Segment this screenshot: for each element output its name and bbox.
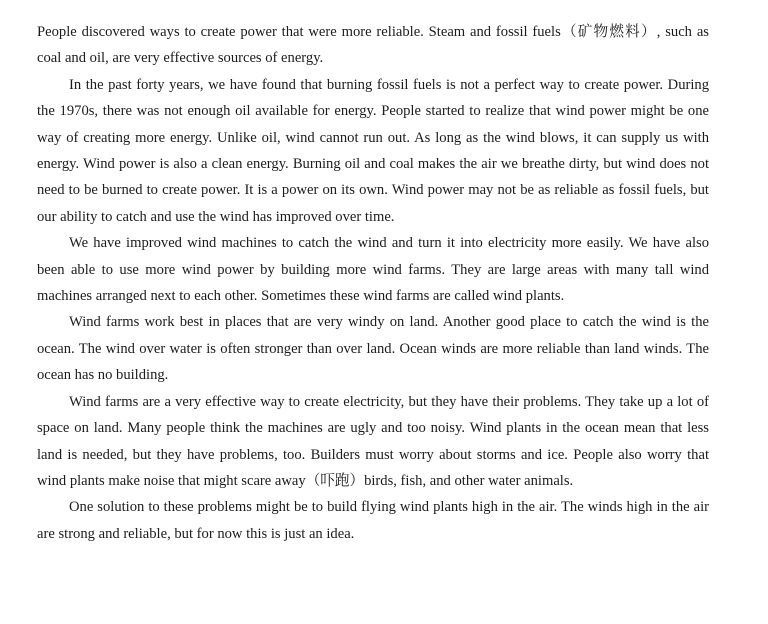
paragraph-2: In the past forty years, we have found that burning fossil fuels is not a perfect way to create power. During the 1970s, there was not enough oil available for energy. People started to realize that wind power might be one way of creating more energy. Unlike oil, wind cannot run out. As long as the wind blows, it can supply us with energy. Wind power is also a clean energy. Burning oil and coal makes the air we breathe dirty, but wind does not need to be burned to create power. It is a power on its own. Wind power may not be as reliable as fossil fuels, but our ability to catch and use the wind has improved over time.	[37, 76, 709, 225]
paragraph-3: We have improved wind machines to catch the wind and turn it into electricity more easily. We have also been able to use more wind power by building more wind farms. They are large areas with many tall wind machines arranged next to each other. Sometimes these wind farms are called wind plants.	[37, 235, 709, 305]
paragraph-1: People discovered ways to create power that were more reliable. Steam and fossil fuels（矿物燃料）, such as coal and oil, are very effective sources of energy.	[37, 24, 709, 67]
paragraph-5: Wind farms are a very effective way to create electricity, but they have their problems. They take up a lot of space on land. Many people think the machines are ugly and too noisy. Wind plants in the ocean mean that less land is needed, but they have problems, too. Builders must worry about storms and ice. People also worry that wind plants make noise that might scare away（吓跑）birds, fish, and other water animals.	[37, 393, 709, 489]
paragraph-4: Wind farms work best in places that are very windy on land. Another good place to catch the wind is the ocean. The wind over water is often stronger than over land. Ocean winds are more reliable than land winds. The ocean has no building.	[37, 314, 709, 384]
document-page	[37, 19, 709, 547]
paragraph-6: One solution to these problems might be to build flying wind plants high in the air. The winds high in the air are strong and reliable, but for now this is just an idea.	[37, 499, 709, 542]
